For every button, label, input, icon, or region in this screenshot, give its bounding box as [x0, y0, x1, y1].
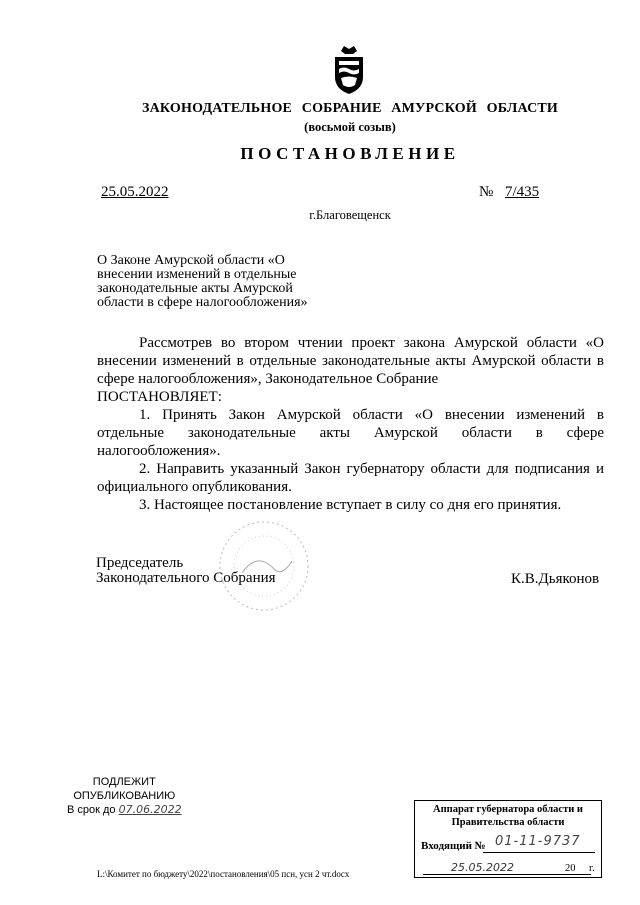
document-title: ПОСТАНОВЛЕНИЕ — [240, 144, 460, 163]
file-path-footer: L:\Комитет по бюджету\2022\постановления\05 псн, усн 2 чт.docx — [97, 869, 350, 879]
intro-paragraph: Рассмотрев во втором чтении проект закона Амурской области «О внесении изменений в отдельные законодательные акты Амурской области в сфере налогообложения», Законодательное Собрание — [97, 335, 604, 387]
signatory-position — [96, 556, 276, 586]
position-line: Законодательного Собрания — [96, 570, 276, 586]
publication-line: ОПУБЛИКОВАНИЮ — [73, 789, 176, 802]
year-label: 20 — [565, 863, 576, 874]
stamp-title-line: Аппарат губернатора области и — [433, 804, 583, 815]
divider — [483, 852, 595, 853]
received-date: 25.05.2022 — [451, 861, 514, 874]
deadline-label: В срок до — [67, 804, 116, 816]
year-suffix: г. — [589, 863, 595, 874]
subject-line: внесении изменений в отдельные — [97, 267, 297, 282]
document-date: 25.05.2022 — [101, 184, 169, 200]
resolves-heading: ПОСТАНОВЛЯЕТ: — [97, 389, 222, 405]
deadline-value: 07.06.2022 — [118, 803, 182, 816]
publication-line: ПОДЛЕЖИТ — [92, 776, 156, 788]
city: г.Благовещенск — [309, 208, 391, 222]
resolution-item: 1. Принять Закон Амурской области «О внесении изменений в отдельные законодательные акты Амурской области в сфере налогообложения». — [97, 407, 604, 459]
subject-line: области в сфере налогообложения» — [97, 295, 308, 310]
incoming-registration-stamp — [414, 800, 602, 878]
coat-of-arms-icon — [331, 45, 367, 95]
divider — [423, 874, 591, 875]
organization-name: ЗАКОНОДАТЕЛЬНОЕ СОБРАНИЕ АМУРСКОЙ ОБЛАСТИ — [141, 101, 559, 116]
signatory-name: К.В.Дьяконов — [511, 571, 600, 587]
document-number: 7/435 — [505, 184, 540, 200]
publication-note — [67, 776, 182, 818]
resolution-item: 3. Настоящее постановление вступает в силу со дня его принятия. — [139, 497, 562, 513]
subject-line: О Законе Амурской области «О — [97, 253, 285, 268]
subject-line: законодательные акты Амурской — [97, 281, 293, 296]
resolution-item: 2. Направить указанный Закон губернатору области для подписания и официального опубликования. — [97, 461, 604, 495]
body-text — [97, 334, 604, 514]
incoming-number: 01-11-9737 — [495, 834, 581, 849]
number-label: № — [479, 184, 494, 200]
position-line: Председатель — [96, 555, 184, 571]
subject-block — [97, 254, 337, 310]
incoming-label: Входящий № — [421, 840, 486, 852]
stamp-title-line: Правительства области — [451, 816, 565, 828]
convocation: (восьмой созыв) — [304, 120, 396, 134]
stamp-title — [415, 804, 601, 829]
